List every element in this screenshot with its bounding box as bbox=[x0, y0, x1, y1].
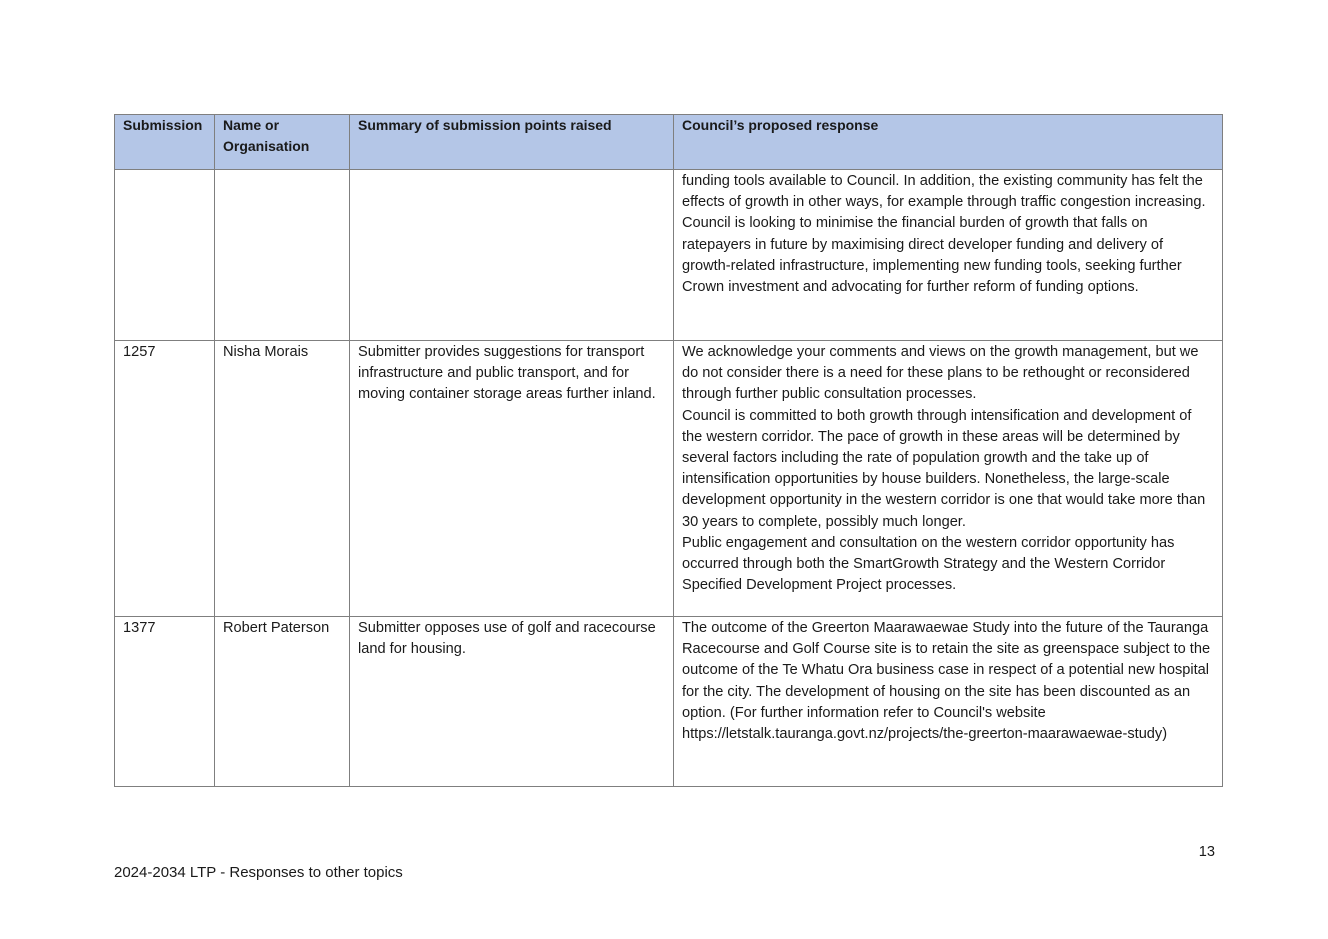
table-row bbox=[115, 341, 1223, 617]
summary-cell: Submitter opposes use of golf and racecourse land for housing. bbox=[350, 617, 674, 787]
document-footer-title: 2024-2034 LTP - Responses to other topics bbox=[114, 864, 403, 881]
name-cell bbox=[215, 170, 350, 341]
name-cell: Nisha Morais bbox=[215, 341, 350, 617]
response-paragraph: We acknowledge your comments and views on the growth management, but we do not consider there is a need for these plans to be rethought or reconsidered through further public consultation processes. bbox=[682, 344, 1199, 403]
header-summary: Summary of submission points raised bbox=[350, 115, 674, 170]
response-paragraph: Council is committed to both growth through intensification and development of the western corridor. The pace of growth in these areas will be determined by several factors including the rate of population growth and the take up of intensification opportunities by house builders. Nonetheless, the large-scale development opportunity in the western corridor is one that would take more than 30 years to complete, possibly much longer. bbox=[682, 407, 1206, 530]
submission-cell: 1257 bbox=[115, 341, 215, 617]
header-submission: Submission bbox=[115, 115, 215, 170]
response-paragraph: The outcome of the Greerton Maarawaewae Study into the future of the Tauranga Racecourse and Golf Course site is to retain the site as greenspace subject to the outcome of the Te Whatu Ora business case in respect of a potential new hospital for the city. The development of housing on the site has been discounted as an option. (For further information refer to Council's website https://letstalk.tauranga.govt.nz/projects/the-greerton-maarawaewae-study) bbox=[682, 620, 1211, 743]
table-header-row bbox=[115, 115, 1223, 170]
response-paragraph: funding tools available to Council. In addition, the existing community has felt the effects of growth in other ways, for example through traffic congestion increasing. bbox=[682, 173, 1206, 211]
table-row bbox=[115, 170, 1223, 341]
header-response: Council’s proposed response bbox=[674, 115, 1223, 170]
response-cell bbox=[674, 170, 1223, 341]
submissions-table bbox=[114, 114, 1223, 787]
submission-cell: 1377 bbox=[115, 617, 215, 787]
summary-cell bbox=[350, 170, 674, 341]
response-paragraph: Council is looking to minimise the financial burden of growth that falls on ratepayers in future by maximising direct developer funding and delivery of growth-related infrastructure, implementing new funding tools, seeking further Crown investment and advocating for further reform of funding options. bbox=[682, 215, 1182, 296]
submission-cell bbox=[115, 170, 215, 341]
response-cell bbox=[674, 341, 1223, 617]
summary-cell: Submitter provides suggestions for transport infrastructure and public transport, and for moving container storage areas further inland. bbox=[350, 341, 674, 617]
header-name: Name or Organisation bbox=[215, 115, 350, 170]
name-cell: Robert Paterson bbox=[215, 617, 350, 787]
page-number: 13 bbox=[1198, 844, 1215, 860]
table-row bbox=[115, 617, 1223, 787]
response-cell bbox=[674, 617, 1223, 787]
response-paragraph: Public engagement and consultation on the western corridor opportunity has occurred through both the SmartGrowth Strategy and the Western Corridor Specified Development Project processes. bbox=[682, 534, 1175, 594]
